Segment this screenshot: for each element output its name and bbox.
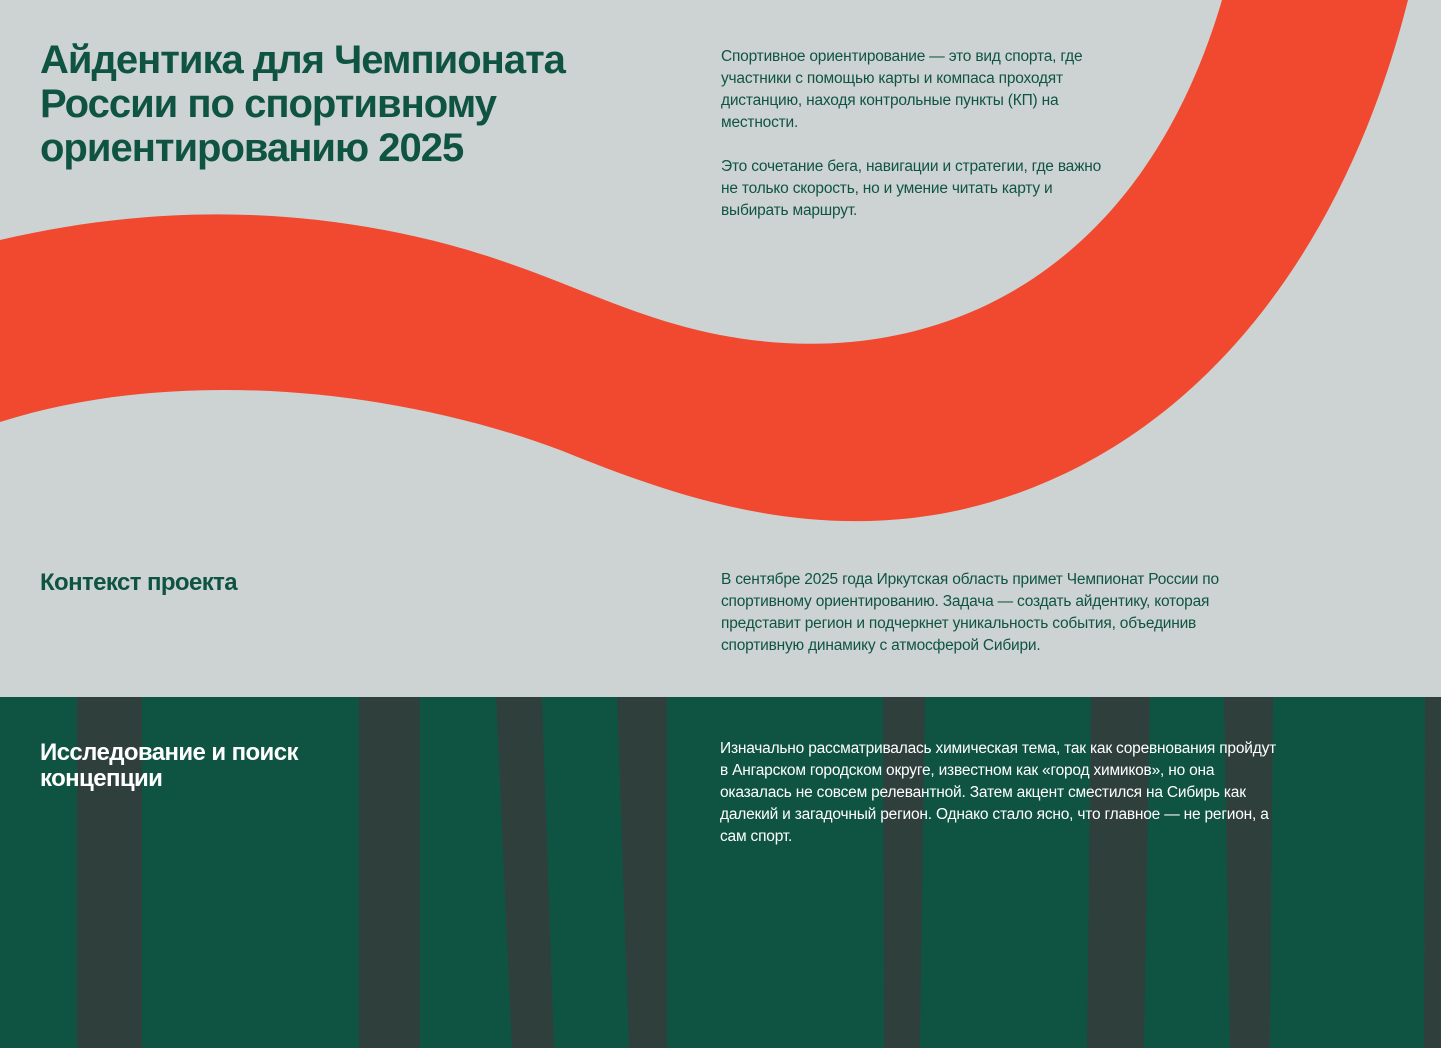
research-text: Изначально рассматривалась химическая тема, так как соревнования пройдут в Ангарском городском округе, известном как «город химиков», но она оказалась не совсем релевантной. Затем акцент сместился на Сибирь как далекий и загадочный регион. Однако стало ясно, что главное — не регион, а сам спорт. — [720, 740, 1277, 845]
research-heading: Исследование и поиск концепции — [40, 739, 298, 792]
intro-paragraph: Это сочетание бега, навигации и стратегии, где важно не только скорость, но и умение читать карту и выбирать маршрут. — [721, 158, 1102, 219]
context-text: В сентябре 2025 года Иркутская область примет Чемпионат России по спортивному ориентированию. Задача — создать айдентику, которая представит регион и подчеркнет уникальность события, объединив спортивную динамику с атмосферой Сибири. — [721, 571, 1219, 654]
intro-block — [721, 46, 1121, 244]
intro-paragraph: Спортивное ориентирование — это вид спорта, где участники с помощью карты и компаса проходят дистанцию, находя контрольные пункты (КП) на местности. — [721, 48, 1083, 131]
research-section — [0, 697, 1441, 1048]
page-title: Айдентика для Чемпионата России по спортивному ориентированию 2025 — [40, 38, 565, 170]
context-heading: Контекст проекта — [40, 569, 238, 596]
